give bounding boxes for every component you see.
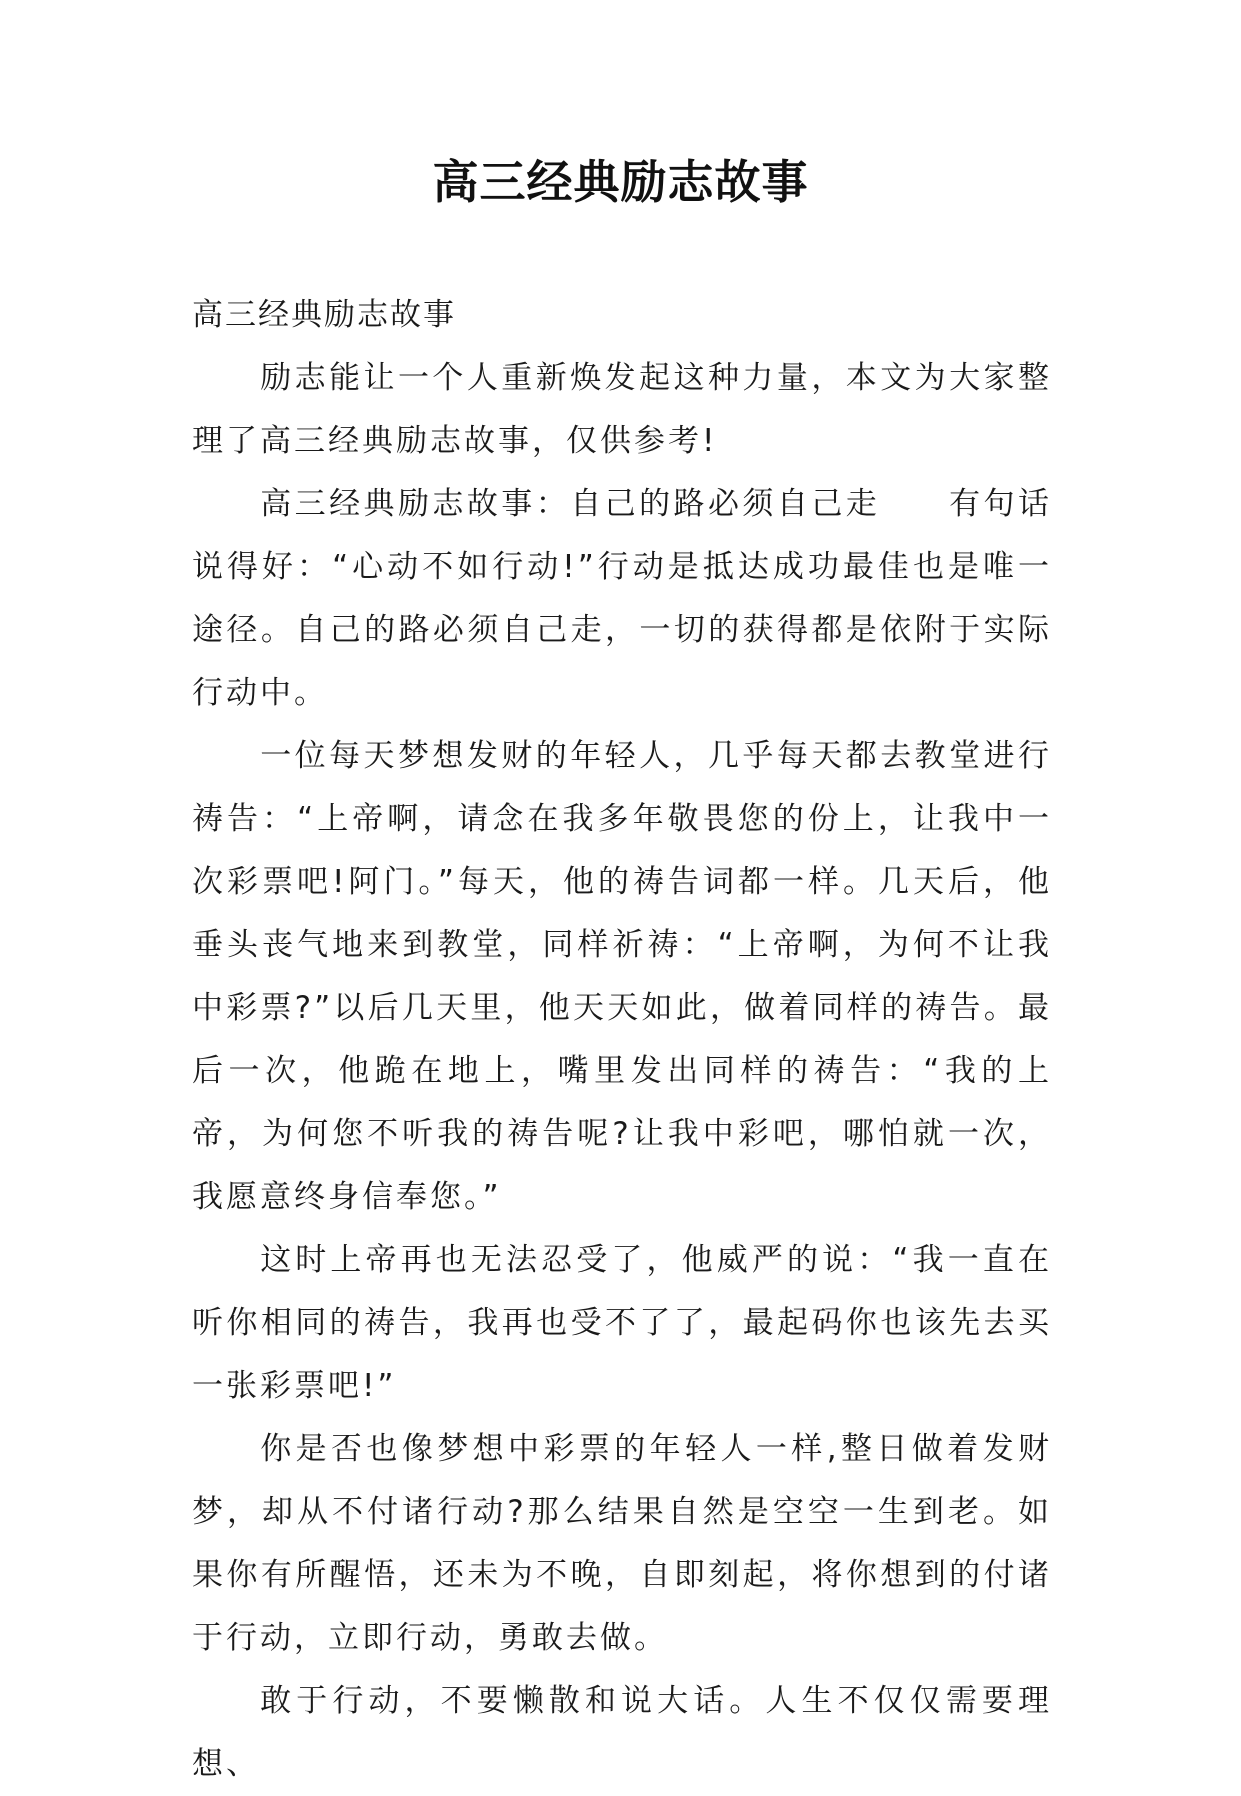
document-subtitle: 高三经典励志故事 <box>192 297 456 333</box>
document-body <box>192 284 1052 1796</box>
document-title: 高三经典励志故事 <box>432 155 809 209</box>
paragraph-act-boldly: 敢于行动，不要懒散和说大话。人生不仅仅需要理想、 <box>192 1683 1052 1782</box>
paragraph-god-reply: 这时上帝再也无法忍受了，他威严的说：“我一直在听你相同的祷告，我再也受不了了，最起码你也该先去买一张彩票吧!” <box>192 1242 1052 1404</box>
paragraph-story-heading: 高三经典励志故事：自己的路必须自己走 有句话说得好：“心动不如行动!”行动是抵达成功最佳也是唯一途径。自己的路必须自己走，一切的获得都是依附于实际行动中。 <box>192 486 1052 711</box>
paragraph-intro: 励志能让一个人重新焕发起这种力量，本文为大家整理了高三经典励志故事，仅供参考! <box>192 360 1052 459</box>
paragraph-reflection: 你是否也像梦想中彩票的年轻人一样,整日做着发财梦，却从不付诸行动?那么结果自然是空空一生到老。如果你有所醒悟，还未为不晚，自即刻起，将你想到的付诸于行动，立即行动，勇敢去做。 <box>192 1431 1052 1656</box>
paragraph-young-man-prayer: 一位每天梦想发财的年轻人，几乎每天都去教堂进行祷告：“上帝啊，请念在我多年敬畏您的份上，让我中一次彩票吧!阿门。”每天，他的祷告词都一样。几天后，他垂头丧气地来到教堂，同样祈祷：“上帝啊，为何不让我中彩票?”以后几天里，他天天如此，做着同样的祷告。最后一次，他跪在地上，嘴里发出同样的祷告：“我的上帝，为何您不听我的祷告呢?让我中彩吧，哪怕就一次，我愿意终身信奉您。” <box>192 738 1052 1215</box>
